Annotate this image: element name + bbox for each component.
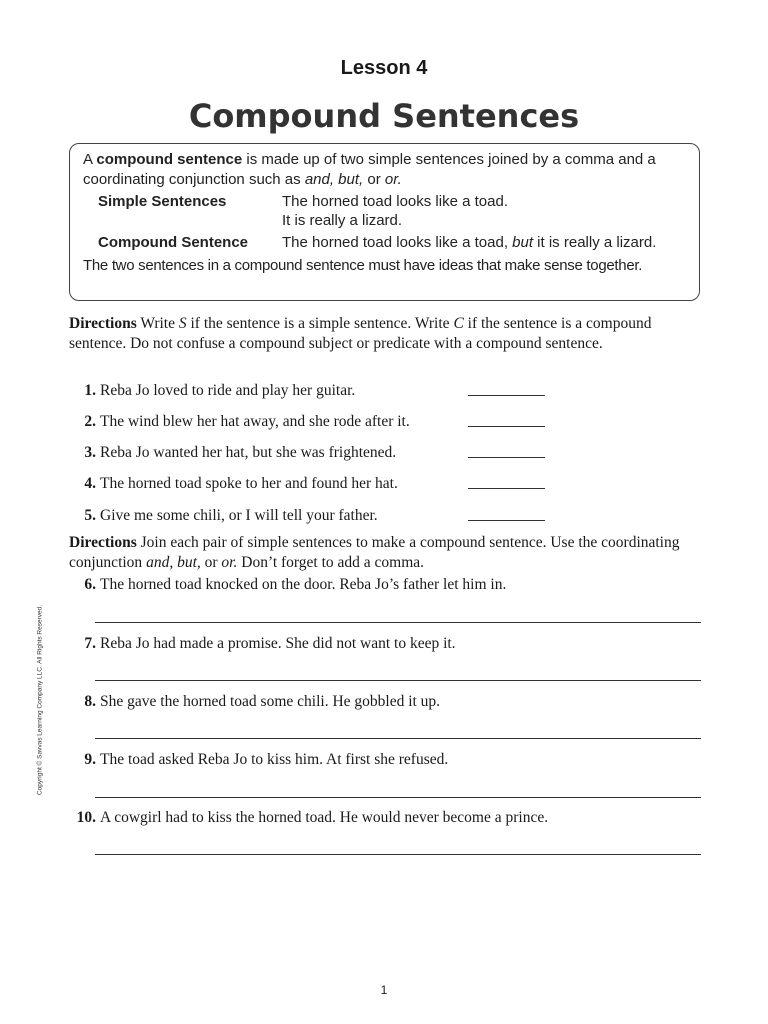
directions-label: Directions [69,315,137,332]
list-item [69,575,506,595]
list-item [69,808,548,828]
answer-blank[interactable] [468,395,545,396]
item-number: 9. [84,751,96,768]
conj-and-but: and, but, [146,554,201,571]
list-item [69,443,396,463]
list-item [69,506,378,526]
rule-definition [83,150,683,190]
list-item [69,750,448,770]
item-number: 10. [76,809,96,826]
simple-sentences-label: Simple Sentences [98,193,227,210]
compound-example-but: but [512,234,534,251]
compound-sentence-label: Compound Sentence [98,234,249,251]
answer-line[interactable] [95,622,701,623]
item-text: The horned toad spoke to her and found her hat. [100,475,398,492]
answer-line[interactable] [95,797,701,798]
item-number: 7. [84,635,96,652]
item-text: Reba Jo had made a promise. She did not want to keep it. [100,635,456,652]
page-title: Compound Sentences [188,97,580,135]
list-item [69,634,456,654]
list-item [69,412,410,432]
list-item [69,381,355,401]
item-text: Reba Jo loved to ride and play her guitar. [100,382,356,399]
item-text: Give me some chili, or I will tell your father. [100,507,378,524]
answer-blank[interactable] [468,426,545,427]
item-number: 4. [84,475,96,492]
answer-line[interactable] [95,680,701,681]
answer-blank[interactable] [468,520,545,521]
directions-text: Write [136,315,179,332]
item-text: A cowgirl had to kiss the horned toad. He would never become a prince. [100,809,549,826]
letter-c: C [453,315,464,332]
item-number: 5. [84,507,96,524]
item-number: 6. [84,576,96,593]
rule-or-word: or [363,171,385,188]
directions-text: Don’t forget to add a comma. [237,554,425,571]
list-item [69,692,440,712]
item-number: 1. [84,382,96,399]
letter-s: S [178,315,187,332]
item-number: 8. [84,693,96,710]
rule-box [69,143,700,301]
simple-example-1: The horned toad looks like a toad. [282,193,508,210]
answer-line[interactable] [95,738,701,739]
rule-note: The two sentences in a compound sentence must have ideas that make sense together. [83,257,643,274]
item-number: 2. [84,413,96,430]
simple-example-2: It is really a lizard. [282,212,403,229]
directions-text: if the sentence is a simple sentence. Write [186,315,454,332]
answer-blank[interactable] [468,488,545,489]
rule-term: compound sentence [96,151,243,168]
item-text: She gave the horned toad some chili. He gobbled it up. [100,693,441,710]
copyright-notice: Copyright © Savvas Learning Company LLC. All Rights Reserved. [36,604,44,796]
rule-conj-and-but: and, but, [304,171,364,188]
item-number: 3. [84,444,96,461]
directions-part-1 [69,314,709,354]
lesson-label: Lesson 4 [340,57,428,79]
compound-example-post: it is really a lizard. [533,234,657,251]
rule-intro-mid: is made up of two simple sentences joined by a comma and a coordinating conjunction such as [83,151,656,188]
item-text: The horned toad knocked on the door. Reba Jo’s father let him in. [100,576,507,593]
item-text: Reba Jo wanted her hat, but she was frightened. [100,444,397,461]
conj-or: or. [221,554,238,571]
directions-label: Directions [69,534,137,551]
directions-text: if the sentence is a compound sentence. Do not confuse a compound subject or predicate with a compound sentence. [69,315,652,352]
list-item [69,474,398,494]
rule-conj-or: or. [384,171,402,188]
conj-or-word: or [200,554,222,571]
directions-text: Join each pair of simple sentences to make a compound sentence. Use the coordinating conjunction [69,534,680,571]
directions-part-2 [69,533,709,573]
page-number: 1 [380,983,388,997]
answer-blank[interactable] [468,457,545,458]
item-text: The wind blew her hat away, and she rode after it. [100,413,410,430]
item-text: The toad asked Reba Jo to kiss him. At first she refused. [100,751,449,768]
rule-intro-pre: A [83,151,97,168]
compound-example-pre: The horned toad looks like a toad, [282,234,513,251]
compound-example [282,233,656,253]
answer-line[interactable] [95,854,701,855]
